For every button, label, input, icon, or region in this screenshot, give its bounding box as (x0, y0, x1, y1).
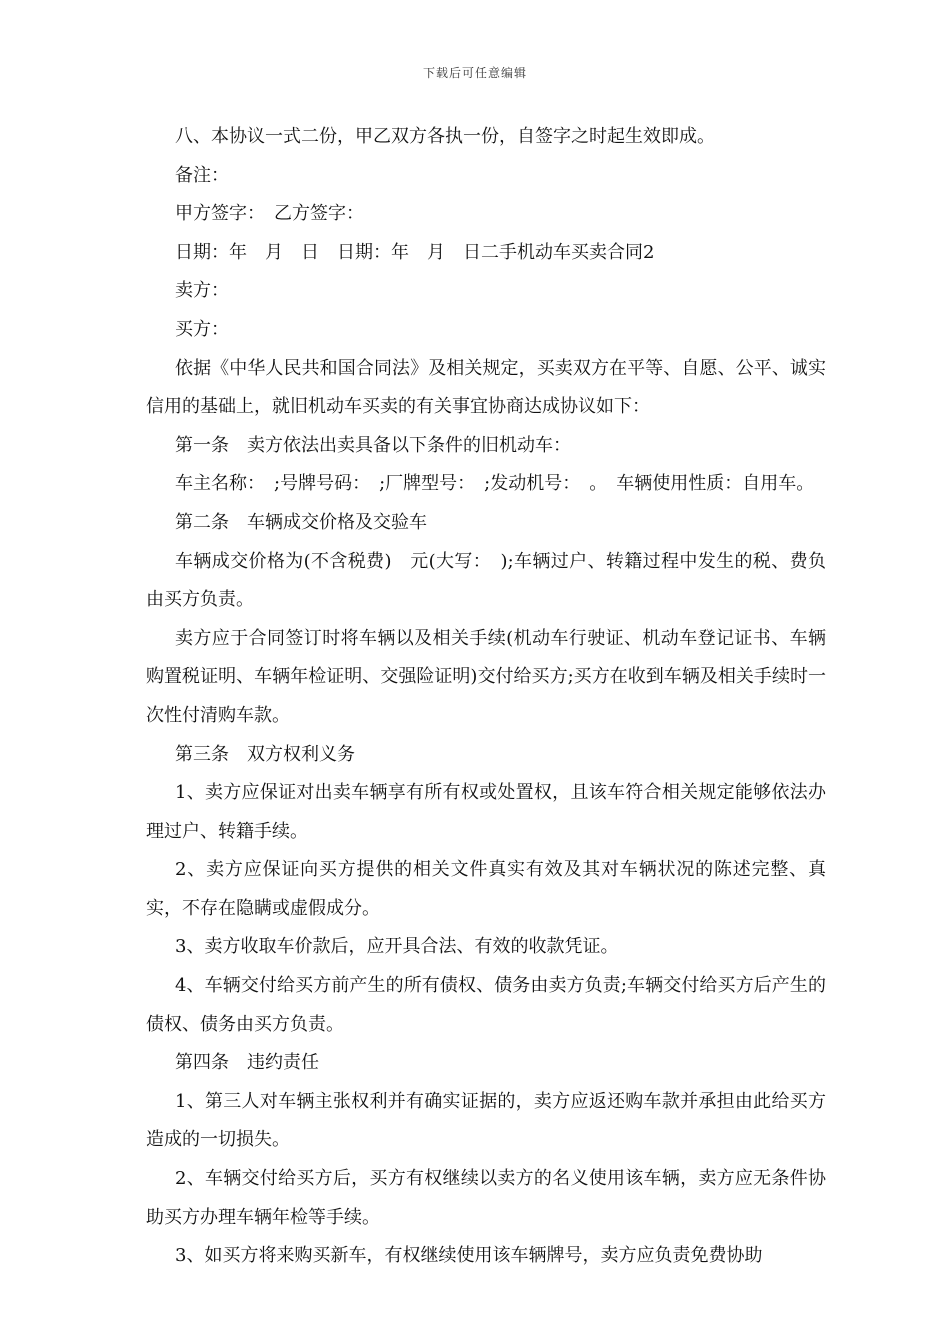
article-two-heading: 第二条 车辆成交价格及交验车 (175, 511, 427, 533)
article-three-item-1: 1、卖方应保证对出卖车辆享有所有权或处置权，且该车符合相关规定能够依法办理过户、转籍手续。 (146, 782, 826, 842)
delivery-paragraph: 卖方应于合同签订时将车辆以及相关手续(机动车行驶证、机动车登记证书、车辆购置税证明、车辆年检证明、交强险证明)交付给买方;买方在收到车辆及相关手续时一次性付清购车款。 (146, 627, 826, 726)
remarks-label: 备注： (175, 164, 229, 186)
page-header: 下载后可任意编辑 (422, 66, 527, 80)
article-three-item-4: 4、车辆交付给买方前产生的所有债权、债务由卖方负责;车辆交付给买方后产生的债权、债务由买方负责。 (146, 975, 826, 1035)
article-four-item-3: 3、如买方将来购买新车，有权继续使用该车辆牌号，卖方应负责免费协助 (175, 1245, 763, 1267)
vehicle-info-paragraph: 车主名称： ;号牌号码： ;厂牌型号： ;发动机号： 。 车辆使用性质：自用车。 (175, 473, 815, 495)
seller-label: 卖方： (175, 280, 229, 302)
article-four-heading: 第四条 违约责任 (175, 1052, 319, 1074)
clause-eight-copies: 八、本协议一式二份，甲乙双方各执一份，自签字之时起生效即成。 (175, 126, 715, 147)
price-paragraph: 车辆成交价格为(不含税费) 元(大写： );车辆过户、转籍过程中发生的税、费负由买方负责。 (146, 550, 826, 611)
buyer-label: 买方： (175, 318, 229, 340)
article-three-heading: 第三条 双方权利义务 (175, 743, 355, 765)
preamble-paragraph: 依据《中华人民共和国合同法》及相关规定，买卖双方在平等、自愿、公平、诚实信用的基础上，就旧机动车买卖的有关事宜协商达成协议如下： (146, 357, 826, 418)
article-three-item-3: 3、卖方收取车价款后，应开具合法、有效的收款凭证。 (175, 936, 619, 958)
article-four-item-2: 2、车辆交付给买方后，买方有权继续以卖方的名义使用该车辆，卖方应无条件协助买方办理车辆年检等手续。 (146, 1168, 826, 1228)
article-four-item-1: 1、第三人对车辆主张权利并有确实证据的，卖方应返还购车款并承担由此给买方造成的一切损失。 (146, 1090, 826, 1151)
article-three-item-2: 2、卖方应保证向买方提供的相关文件真实有效及其对车辆状况的陈述完整、真实，不存在隐瞒或虚假成分。 (146, 859, 826, 919)
document-body (146, 118, 826, 1276)
signature-line: 甲方签字： 乙方签字： (175, 203, 364, 225)
article-one-heading: 第一条 卖方依法出卖具备以下条件的旧机动车： (175, 434, 571, 456)
date-line: 日期：年 月 日 日期：年 月 日二手机动车买卖合同2 (175, 241, 655, 263)
